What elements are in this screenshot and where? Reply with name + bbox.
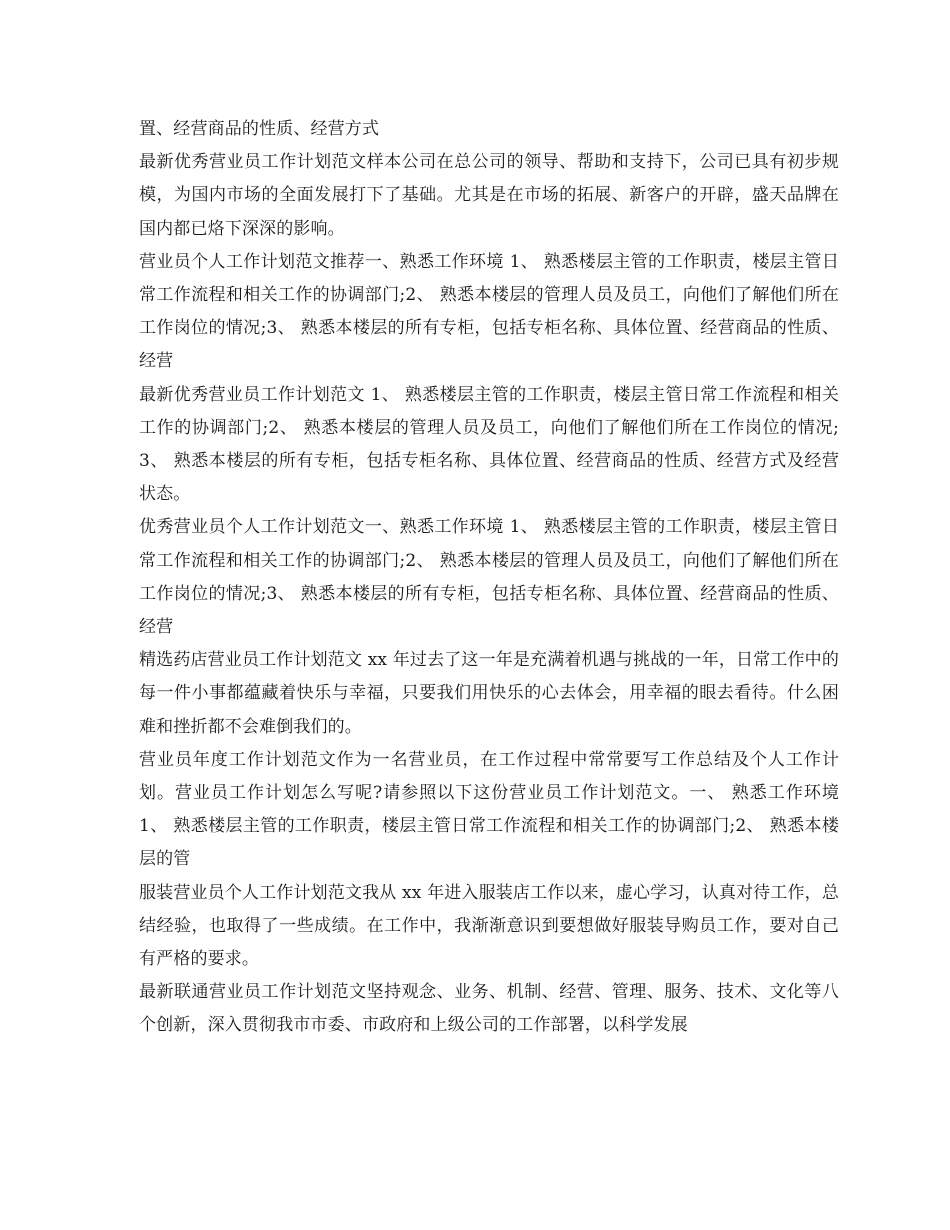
paragraph-3: 营业员个人工作计划范文推荐一、熟悉工作环境 1、 熟悉楼层主管的工作职责，楼层主管日常工作流程和相关工作的协调部门;2、 熟悉本楼层的管理人员及员工，向他们了解他们所在工作岗位的情况;3、 熟悉本楼层的所有专柜，包括专柜名称、具体位置、经营商品的性质、经营 [139, 251, 839, 372]
paragraph-1: 置、经营商品的性质、经营方式 [139, 119, 380, 139]
paragraph-9: 最新联通营业员工作计划范文坚持观念、业务、机制、经营、管理、服务、技术、文化等八个创新，深入贯彻我市市委、市政府和上级公司的工作部署，以科学发展 [139, 982, 839, 1036]
paragraph-7: 营业员年度工作计划范文作为一名营业员，在工作过程中常常要写工作总结及个人工作计划。营业员工作计划怎么写呢?请参照以下这份营业员工作计划范文。一、 熟悉工作环境 1、 熟悉楼层主管的工作职责，楼层主管日常工作流程和相关工作的协调部门;2、 熟悉本楼层的管 [139, 749, 839, 870]
paragraph-6: 精选药店营业员工作计划范文 xx 年过去了这一年是充满着机遇与挑战的一年，日常工作中的每一件小事都蕴藏着快乐与幸福，只要我们用快乐的心去体会，用幸福的眼去看待。什么困难和挫折都不会难倒我们的。 [139, 650, 839, 737]
paragraph-8: 服装营业员个人工作计划范文我从 xx 年进入服装店工作以来，虚心学习，认真对待工作，总结经验，也取得了一些成绩。在工作中，我渐渐意识到要想做好服装导购员工作，要对自己有严格的要求。 [139, 882, 839, 970]
paragraph-4: 最新优秀营业员工作计划范文 1、 熟悉楼层主管的工作职责，楼层主管日常工作流程和相关工作的协调部门;2、 熟悉本楼层的管理人员及员工，向他们了解他们所在工作岗位的情况;3、 熟悉本楼层的所有专柜，包括专柜名称、具体位置、经营商品的性质、经营方式及经营状态。 [139, 384, 839, 505]
paragraph-5: 优秀营业员个人工作计划范文一、熟悉工作环境 1、 熟悉楼层主管的工作职责，楼层主管日常工作流程和相关工作的协调部门;2、 熟悉本楼层的管理人员及员工，向他们了解他们所在工作岗位的情况;3、 熟悉本楼层的所有专柜，包括专柜名称、具体位置、经营商品的性质、经营 [139, 517, 839, 638]
document-body [139, 113, 839, 1043]
paragraph-2: 最新优秀营业员工作计划范文样本公司在总公司的领导、帮助和支持下，公司已具有初步规模，为国内市场的全面发展打下了基础。尤其是在市场的拓展、新客户的开辟，盛天品牌在国内都已烙下深深的影响。 [139, 152, 839, 239]
